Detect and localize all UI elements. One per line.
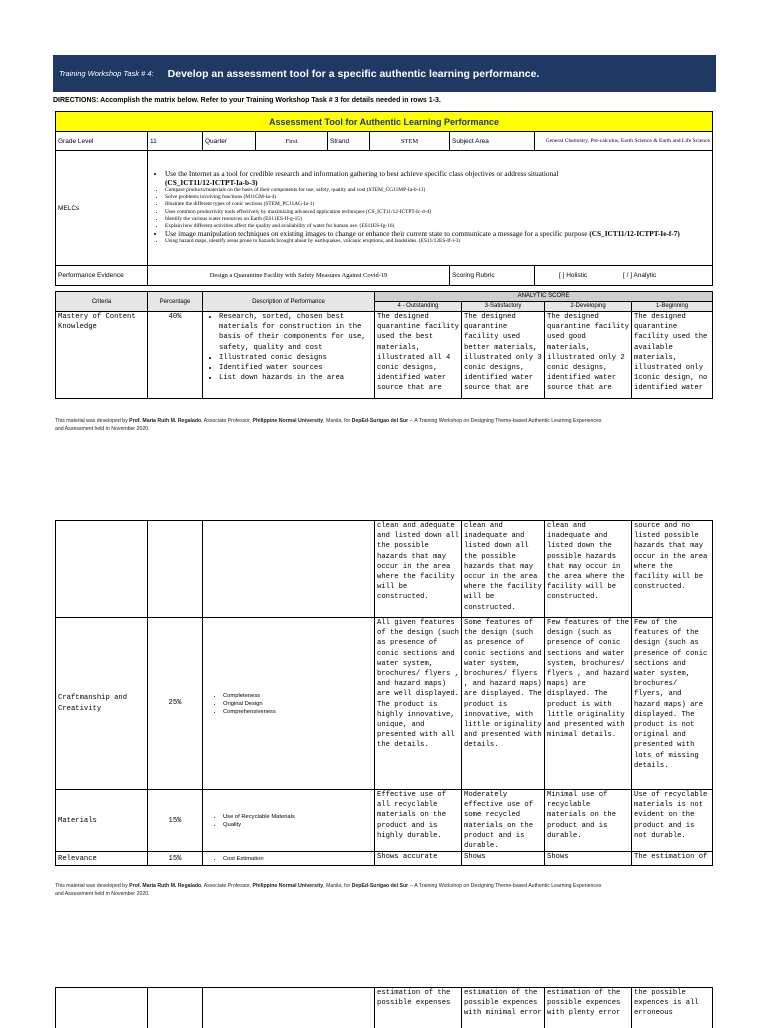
task-title: Develop an assessment tool for a specific authentic learning performance. — [167, 67, 540, 80]
score-cell-beginning: source and no listed possible hazards that may occur in the area where the facility will be constructed. — [632, 521, 713, 618]
strand-value: STEM — [370, 132, 450, 151]
percentage-cell — [148, 521, 203, 618]
descriptor-item: • Quality — [223, 821, 372, 829]
percentage-cell — [148, 988, 203, 1028]
assessment-table — [55, 111, 713, 286]
score-cell-satisfactory: estimation of the possible expences with minimal error — [462, 988, 545, 1028]
score-cell-beginning: Few of the features of the design (such as presence of conic sections and water system, brochures/ flyers, and hazard maps) are displayed. The product is not original and presented with lots of missing details. — [632, 618, 713, 790]
melc-item: • Use image manipulation techniques on existing images to change or enhance their current state to communicate a message for a specific purpose (CS_ICT11/12-ICTPT-Ie-f-7) — [165, 230, 710, 238]
melc-item: • Using hazard maps, identify areas prone to hazards brought about by earthquakes, volcanic eruptions, and landslides. (ES11/12ES-If-i-3) — [165, 238, 710, 245]
descriptor-item: • Original Design — [223, 700, 372, 708]
rubric-type-options — [535, 266, 713, 286]
rubric-table-page2 — [55, 520, 713, 866]
performance-evidence-label: Performance Evidence — [56, 266, 148, 286]
directions: DIRECTIONS: Accomplish the matrix below. Refer to your Training Workshop Task # 3 for details needed in rows 1-3. — [53, 97, 441, 104]
score-cell-beginning: Use of recyclable materials is not evident on the product and is not durable. — [632, 790, 713, 852]
score-cell-satisfactory: Moderately effective use of some recycled materials on the product and is durable. — [462, 790, 545, 852]
page-footer: This material was developed by Prof. Maria Ruth M. Regalado, Associate Professor, Philippine Normal University, Manila, for DepEd-Surigao del Sur -- A Training Workshop on Designing Theme-based Authentic Learning Experiences and Assessment held in November 2020. — [55, 883, 602, 897]
descriptor-cell — [203, 618, 375, 790]
holistic-option: [ ] Holistic — [559, 272, 588, 279]
quarter-label: Quarter — [203, 132, 256, 151]
descriptor-cell — [203, 312, 375, 399]
score-cell-outstanding: clean and adequate and listed down all the possible hazards that may occur in the area where the facility will be constructed. — [375, 521, 462, 618]
percentage-cell: 40% — [148, 312, 203, 399]
percentage-header: Percentage — [148, 292, 203, 312]
grade-level-value: 11 — [148, 132, 203, 151]
descriptor-item: • Illustrated conic designs — [219, 353, 372, 363]
percentage-cell: 15% — [148, 790, 203, 852]
rubric-table-page1 — [55, 291, 713, 399]
melc-item: • Explain how different activities affect the quality and availability of water for human use. (ES11ES-Ig-16) — [165, 223, 710, 230]
score-cell-developing: estimation of the possible expences with plenty error — [545, 988, 632, 1028]
score-cell-satisfactory: Some features of the design (such as presence of conic sections and water system, brochures/ flyers , and hazard maps) are displayed. The product is innovative, with little originality and presented with details. — [462, 618, 545, 790]
score-cell-beginning: The designed quarantine facility used the available materials, illustrated only 1conic design, no identified water — [632, 312, 713, 399]
score-cell-outstanding: estimation of the possible expenses — [375, 988, 462, 1028]
descriptor-cell — [203, 790, 375, 852]
description-header: Description of Performance — [203, 292, 375, 312]
criteria-cell: Mastery of Content Knowledge — [56, 312, 148, 399]
melc-item: • Compare products/materials on the basis of their components for use, safety, quality and cost (STEM_CG11MP-Ia-b-11) — [165, 187, 710, 194]
melcs-label: MELCs — [56, 151, 148, 266]
strand-label: Strand — [328, 132, 370, 151]
criteria-cell — [56, 521, 148, 618]
rubric-table-page3 — [55, 987, 713, 1028]
scoring-rubric-label: Scoring Rubric — [450, 266, 535, 286]
score-cell-beginning: the possible expences is all erroneous — [632, 988, 713, 1028]
descriptor-cell — [203, 521, 375, 618]
page-footer: This material was developed by Prof. Maria Ruth M. Regalado, Associate Professor, Philippine Normal University, Manila, for DepEd-Surigao del Sur -- A Training Workshop on Designing Theme-based Authentic Learning Experiences and Assessment held in November 2020. — [55, 418, 602, 432]
score-level-4: 4 - Outstanding — [375, 302, 462, 312]
criteria-cell — [56, 988, 148, 1028]
melc-item: • Solve problems involving functions (M11GM-Ia-4) — [165, 194, 710, 201]
descriptor-item: • Identified water sources — [219, 363, 372, 373]
subject-area-value: General Chemistry, Pre-calculus, Earth Science & Earth and Life Science — [535, 132, 713, 151]
task-banner — [53, 55, 716, 92]
descriptor-item: • List down hazards in the area — [219, 373, 372, 383]
descriptor-item: • Completeness — [223, 692, 372, 700]
score-cell-beginning: The estimation of — [632, 852, 713, 866]
criteria-header: Criteria — [56, 292, 148, 312]
melc-item: • Illustrate the different types of conic sections (STEM_PC11AG-Ia-1) — [165, 201, 710, 208]
descriptor-cell — [203, 852, 375, 866]
score-level-3: 3-Satisfactory — [462, 302, 545, 312]
score-cell-outstanding: The designed quarantine facility used the best materials, illustrated all 4 conic designs, identified water source that are — [375, 312, 462, 399]
score-cell-satisfactory: Shows — [462, 852, 545, 866]
assessment-title: Assessment Tool for Authentic Learning Performance — [56, 112, 713, 132]
melc-item: • Use the Internet as a tool for credible research and information gathering to best achieve specific class objectives or address situational (CS_ICT11/12-ICTPT-Ia-b-3) — [165, 170, 710, 186]
descriptor-item: • Comprehensiveness — [223, 708, 372, 716]
descriptor-item: • Use of Recyclable Materials — [223, 813, 372, 821]
melc-item: • Identify the various water resources on Earth (ES11ES-If-g-15) — [165, 216, 710, 223]
percentage-cell: 25% — [148, 618, 203, 790]
melc-item: • Uses common productivity tools effectively by maximizing advanced application techniques (CS_ICT11/12-ICTPT-Ic-d-4) — [165, 209, 710, 216]
grade-level-label: Grade Level — [56, 132, 148, 151]
score-cell-developing: Shows — [545, 852, 632, 866]
quarter-value: First — [256, 132, 328, 151]
score-cell-satisfactory: clean and inadequate and listed down all the possible hazards that may occur in the area where the facility will be constructed. — [462, 521, 545, 618]
score-cell-outstanding: Shows accurate — [375, 852, 462, 866]
analytic-score-header: ANALYTIC SCORE — [375, 292, 713, 302]
criteria-cell: Materials — [56, 790, 148, 852]
criteria-cell: Relevance — [56, 852, 148, 866]
score-cell-developing: The designed quarantine facility used good materials, illustrated only 2 conic designs, identified water source that are — [545, 312, 632, 399]
task-label: Training Workshop Task # 4: — [59, 69, 154, 78]
score-level-1: 1-Beginning — [632, 302, 713, 312]
score-cell-developing: Minimal use of recyclable materials on the product and is durable. — [545, 790, 632, 852]
percentage-cell: 15% — [148, 852, 203, 866]
score-cell-developing: clean and inadequate and listed down the possible hazards that may occur in the area where the facility will be constructed. — [545, 521, 632, 618]
score-cell-outstanding: All given features of the design (such as presence of conic sections and water system, brochures/ flyers , and hazard maps) are well displayed. The product is highly innovative, unique, and presented with all the details. — [375, 618, 462, 790]
descriptor-item: • Cost Estimation — [223, 855, 372, 863]
melcs-list — [148, 151, 713, 266]
subject-area-label: Subject Area — [450, 132, 535, 151]
score-cell-outstanding: Effective use of all recyclable materials on the product and is highly durable. — [375, 790, 462, 852]
score-cell-developing: Few features of the design (such as presence of conic sections and water system, brochures/ flyers , and hazard maps) are displayed. The product is with little originality and presented with minimal details. — [545, 618, 632, 790]
criteria-cell: Craftmanship and Creativity — [56, 618, 148, 790]
descriptor-item: • Research, sorted, chosen best materials for construction in the basis of their components for use, safety, quality and cost — [219, 312, 372, 353]
descriptor-cell — [203, 988, 375, 1028]
analytic-option: [ / ] Analytic — [622, 272, 657, 279]
score-cell-satisfactory: The designed quarantine facility used better materials, illustrated only 3 conic designs, identified water source that are — [462, 312, 545, 399]
performance-evidence-value: Design a Quarantine Facility with Safety Measures Against Covid-19 — [148, 266, 450, 286]
score-level-2: 2-Developing — [545, 302, 632, 312]
